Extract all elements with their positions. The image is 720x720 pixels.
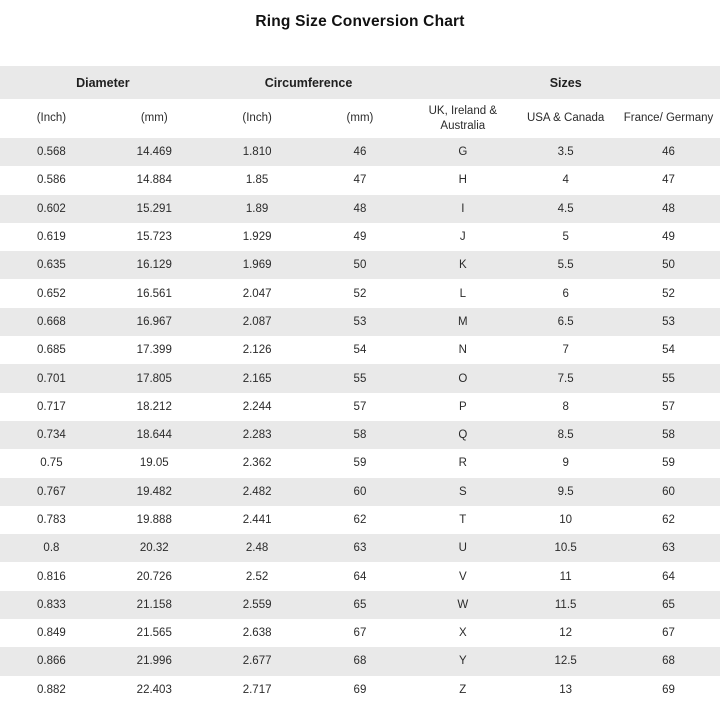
- table-cell: 63: [309, 534, 412, 562]
- table-cell: 17.805: [103, 364, 206, 392]
- table-row: [0, 506, 720, 534]
- table-cell: H: [411, 166, 514, 194]
- table-cell: 0.619: [0, 223, 103, 251]
- table-cell: 6: [514, 279, 617, 307]
- ring-size-conversion-table: [0, 66, 720, 704]
- table-row: [0, 166, 720, 194]
- table-cell: 47: [617, 166, 720, 194]
- table-cell: 1.85: [206, 166, 309, 194]
- group-header-row: [0, 66, 720, 99]
- table-cell: 49: [617, 223, 720, 251]
- table-row: [0, 449, 720, 477]
- table-cell: 2.087: [206, 308, 309, 336]
- table-cell: 2.047: [206, 279, 309, 307]
- table-cell: 2.165: [206, 364, 309, 392]
- table-cell: 2.362: [206, 449, 309, 477]
- table-row: [0, 223, 720, 251]
- table-cell: 60: [617, 478, 720, 506]
- table-cell: 5.5: [514, 251, 617, 279]
- table-cell: 2.126: [206, 336, 309, 364]
- table-cell: 0.833: [0, 591, 103, 619]
- table-cell: 0.882: [0, 676, 103, 704]
- table-row: [0, 279, 720, 307]
- table-cell: 54: [617, 336, 720, 364]
- col-header-diameter-inch: (Inch): [0, 99, 103, 138]
- table-row: [0, 534, 720, 562]
- table-cell: 1.929: [206, 223, 309, 251]
- table-cell: K: [411, 251, 514, 279]
- table-cell: 65: [617, 591, 720, 619]
- table-cell: 65: [309, 591, 412, 619]
- table-cell: 6.5: [514, 308, 617, 336]
- table-cell: 64: [309, 562, 412, 590]
- table-cell: R: [411, 449, 514, 477]
- table-cell: 2.441: [206, 506, 309, 534]
- table-cell: 62: [309, 506, 412, 534]
- table-cell: 21.158: [103, 591, 206, 619]
- table-body: [0, 138, 720, 704]
- table-cell: 21.996: [103, 647, 206, 675]
- table-cell: 67: [309, 619, 412, 647]
- group-header-diameter: Diameter: [0, 66, 206, 99]
- table-cell: W: [411, 591, 514, 619]
- group-header-sizes: Sizes: [411, 66, 720, 99]
- table-cell: 17.399: [103, 336, 206, 364]
- table-cell: 2.677: [206, 647, 309, 675]
- table-cell: 55: [617, 364, 720, 392]
- column-header-row: [0, 99, 720, 138]
- table-cell: 19.482: [103, 478, 206, 506]
- table-cell: 1.810: [206, 138, 309, 166]
- table-cell: 0.701: [0, 364, 103, 392]
- table-cell: 53: [309, 308, 412, 336]
- table-cell: 2.717: [206, 676, 309, 704]
- table-cell: 16.967: [103, 308, 206, 336]
- table-row: [0, 562, 720, 590]
- table-cell: 50: [617, 251, 720, 279]
- table-cell: J: [411, 223, 514, 251]
- table-cell: 0.767: [0, 478, 103, 506]
- table-cell: 0.849: [0, 619, 103, 647]
- table-cell: T: [411, 506, 514, 534]
- table-cell: 68: [309, 647, 412, 675]
- table-cell: 0.668: [0, 308, 103, 336]
- table-cell: 57: [617, 393, 720, 421]
- table-cell: 9: [514, 449, 617, 477]
- table-cell: G: [411, 138, 514, 166]
- table-cell: 57: [309, 393, 412, 421]
- table-cell: 18.644: [103, 421, 206, 449]
- table-row: [0, 676, 720, 704]
- table-cell: 13: [514, 676, 617, 704]
- table-cell: 4: [514, 166, 617, 194]
- table-cell: 48: [617, 195, 720, 223]
- table-cell: 11.5: [514, 591, 617, 619]
- table-cell: 10: [514, 506, 617, 534]
- table-cell: 1.89: [206, 195, 309, 223]
- table-cell: 64: [617, 562, 720, 590]
- table-cell: 4.5: [514, 195, 617, 223]
- table-cell: 0.602: [0, 195, 103, 223]
- table-row: [0, 619, 720, 647]
- table-row: [0, 364, 720, 392]
- col-header-diameter-mm: (mm): [103, 99, 206, 138]
- table-cell: 12.5: [514, 647, 617, 675]
- table-cell: 46: [309, 138, 412, 166]
- table-cell: 1.969: [206, 251, 309, 279]
- table-cell: 69: [617, 676, 720, 704]
- table-cell: 11: [514, 562, 617, 590]
- table-cell: 20.726: [103, 562, 206, 590]
- table-cell: 7: [514, 336, 617, 364]
- table-cell: Y: [411, 647, 514, 675]
- table-row: [0, 421, 720, 449]
- table-cell: 0.568: [0, 138, 103, 166]
- table-cell: 8: [514, 393, 617, 421]
- table-row: [0, 336, 720, 364]
- table-cell: 62: [617, 506, 720, 534]
- table-cell: 59: [309, 449, 412, 477]
- col-header-uk-ireland-australia: UK, Ireland & Australia: [411, 99, 514, 138]
- table-cell: 2.559: [206, 591, 309, 619]
- table-cell: 2.244: [206, 393, 309, 421]
- table-cell: N: [411, 336, 514, 364]
- table-row: [0, 308, 720, 336]
- page-title: Ring Size Conversion Chart: [255, 13, 465, 30]
- table-cell: V: [411, 562, 514, 590]
- table-cell: 68: [617, 647, 720, 675]
- table-row: [0, 647, 720, 675]
- table-cell: 0.635: [0, 251, 103, 279]
- table-cell: P: [411, 393, 514, 421]
- table-cell: Q: [411, 421, 514, 449]
- table-cell: 15.723: [103, 223, 206, 251]
- table-cell: I: [411, 195, 514, 223]
- table-cell: 22.403: [103, 676, 206, 704]
- table-cell: L: [411, 279, 514, 307]
- table-cell: 48: [309, 195, 412, 223]
- table-cell: 8.5: [514, 421, 617, 449]
- table-cell: 2.638: [206, 619, 309, 647]
- table-cell: 0.734: [0, 421, 103, 449]
- table-cell: 58: [309, 421, 412, 449]
- table-cell: 52: [309, 279, 412, 307]
- table-cell: 16.561: [103, 279, 206, 307]
- table-cell: 47: [309, 166, 412, 194]
- table-row: [0, 195, 720, 223]
- table-cell: 0.816: [0, 562, 103, 590]
- table-cell: 0.685: [0, 336, 103, 364]
- table-cell: 18.212: [103, 393, 206, 421]
- table-cell: 46: [617, 138, 720, 166]
- table-cell: 14.884: [103, 166, 206, 194]
- col-header-usa-canada: USA & Canada: [514, 99, 617, 138]
- table-cell: 5: [514, 223, 617, 251]
- table-cell: 0.586: [0, 166, 103, 194]
- table-cell: 10.5: [514, 534, 617, 562]
- group-header-circumference: Circumference: [206, 66, 412, 99]
- table-cell: X: [411, 619, 514, 647]
- table-cell: 49: [309, 223, 412, 251]
- table-cell: 0.652: [0, 279, 103, 307]
- table-cell: 14.469: [103, 138, 206, 166]
- table-row: [0, 393, 720, 421]
- table-cell: 21.565: [103, 619, 206, 647]
- table-cell: S: [411, 478, 514, 506]
- table-cell: 50: [309, 251, 412, 279]
- table-cell: 16.129: [103, 251, 206, 279]
- table-cell: 52: [617, 279, 720, 307]
- table-cell: 0.783: [0, 506, 103, 534]
- table-cell: 2.52: [206, 562, 309, 590]
- table-row: [0, 591, 720, 619]
- table-row: [0, 478, 720, 506]
- table-cell: 3.5: [514, 138, 617, 166]
- table-cell: 58: [617, 421, 720, 449]
- table-cell: 54: [309, 336, 412, 364]
- col-header-circumference-inch: (Inch): [206, 99, 309, 138]
- table-cell: 0.8: [0, 534, 103, 562]
- col-header-circumference-mm: (mm): [309, 99, 412, 138]
- table-cell: Z: [411, 676, 514, 704]
- table-cell: 0.717: [0, 393, 103, 421]
- table-row: [0, 138, 720, 166]
- table-cell: 12: [514, 619, 617, 647]
- table-cell: 63: [617, 534, 720, 562]
- table-cell: 19.05: [103, 449, 206, 477]
- table-cell: 7.5: [514, 364, 617, 392]
- table-cell: 59: [617, 449, 720, 477]
- table-cell: O: [411, 364, 514, 392]
- table-cell: 19.888: [103, 506, 206, 534]
- table-row: [0, 251, 720, 279]
- table-cell: 53: [617, 308, 720, 336]
- table-cell: 0.866: [0, 647, 103, 675]
- col-header-france-germany: France/ Germany: [617, 99, 720, 138]
- table-cell: 9.5: [514, 478, 617, 506]
- table-cell: 20.32: [103, 534, 206, 562]
- table-cell: 69: [309, 676, 412, 704]
- table-cell: 55: [309, 364, 412, 392]
- table-cell: 2.482: [206, 478, 309, 506]
- table-cell: U: [411, 534, 514, 562]
- table-cell: 2.283: [206, 421, 309, 449]
- table-cell: 15.291: [103, 195, 206, 223]
- table-cell: 60: [309, 478, 412, 506]
- table-cell: 0.75: [0, 449, 103, 477]
- table-cell: M: [411, 308, 514, 336]
- table-cell: 2.48: [206, 534, 309, 562]
- table-cell: 67: [617, 619, 720, 647]
